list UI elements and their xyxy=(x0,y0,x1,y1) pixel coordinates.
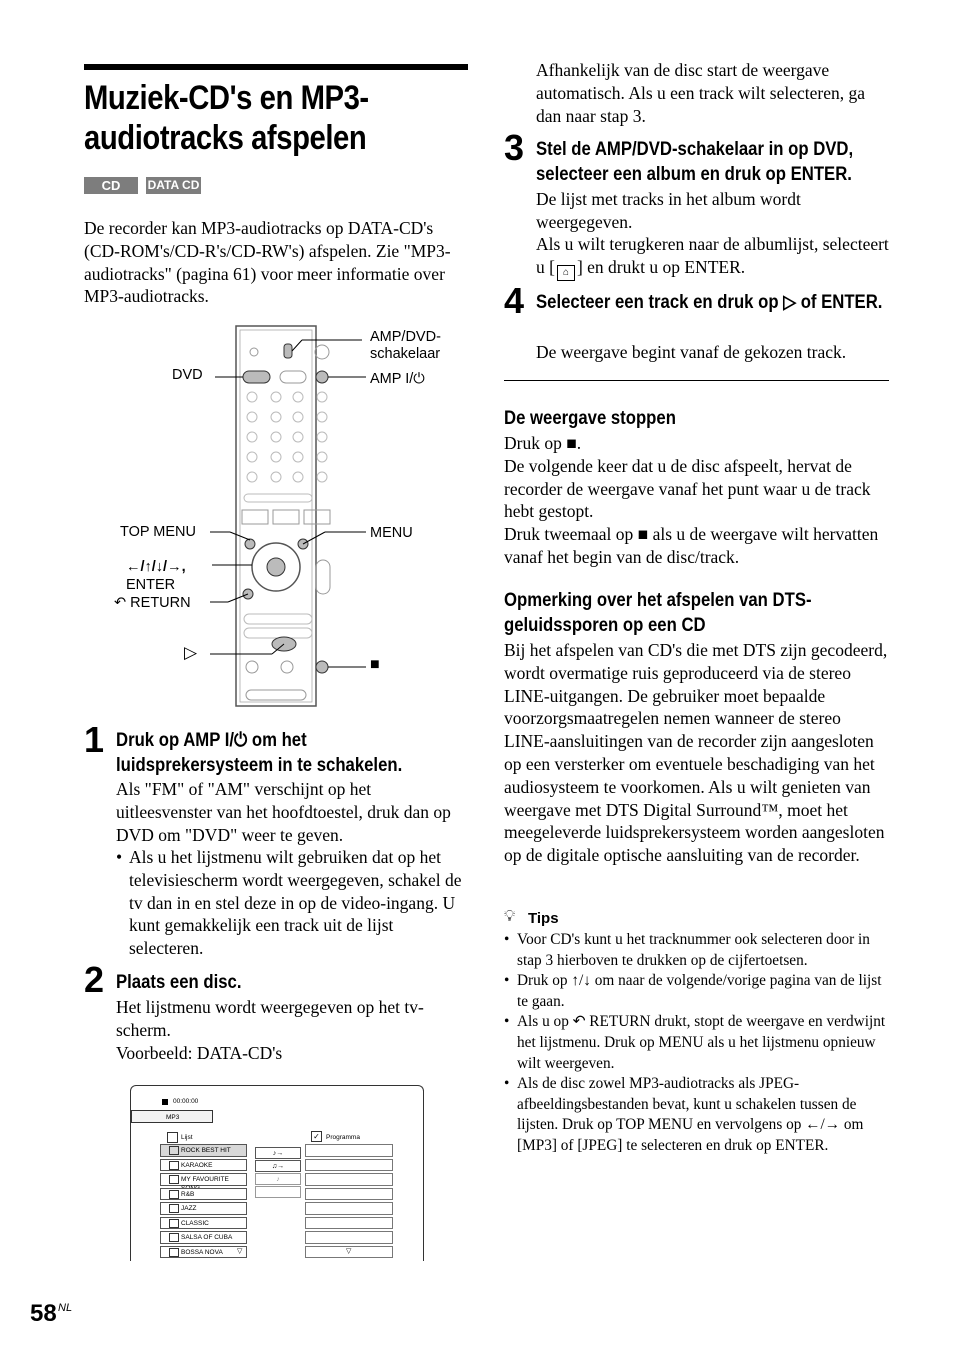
folder-name: JAZZ xyxy=(181,1205,197,1212)
stop-section-p2: De volgende keer dat u de disc afspeelt, hervat de recorder de weergave vanaf het punt waar u de track hebt gestopt. xyxy=(504,455,871,522)
screen-tab-mp3[interactable]: MP3 xyxy=(131,1110,213,1123)
tv-screen-example xyxy=(130,1085,424,1261)
folder-row[interactable] xyxy=(160,1246,247,1259)
stop-section-p3: Druk tweemaal op ■ als u de weergave wilt hervatten vanaf het begin van de disc/track. xyxy=(504,524,879,567)
badge-data-cd: DATA CD xyxy=(147,178,200,192)
program-slot[interactable] xyxy=(305,1188,393,1201)
step-4-text: De weergave begint vanaf de gekozen track. xyxy=(536,342,847,362)
folder-icon xyxy=(169,1161,179,1170)
step-1-number: 1 xyxy=(84,719,105,760)
screen-list-label: Lijst xyxy=(181,1134,193,1141)
folder-name: BOSSA NOVA xyxy=(181,1248,223,1256)
tips-list xyxy=(504,930,890,1157)
folder-row[interactable] xyxy=(160,1188,247,1201)
badge-cd: CD xyxy=(84,177,138,194)
folder-name: SALSA OF CUBA xyxy=(181,1234,233,1241)
program-slot[interactable] xyxy=(305,1231,393,1244)
step-2-continued: Afhankelijk van de disc start de weergave automatisch. Als u een track wilt selecteren, ga dan naar stap 3. xyxy=(536,60,865,126)
section-divider xyxy=(504,380,889,381)
list-icon xyxy=(167,1132,178,1143)
folder-row[interactable] xyxy=(160,1231,247,1244)
scroll-down-icon[interactable]: ▽ xyxy=(237,1247,243,1255)
folder-name: MY FAVOURITE xyxy=(181,1176,229,1183)
folder-icon xyxy=(169,1233,179,1242)
label-return: ↶ RETURN xyxy=(114,595,191,611)
step-3-number: 3 xyxy=(504,127,525,168)
dts-section-text: Bij het afspelen van CD's die met DTS zijn gecodeerd, wordt overmatige ruis geproduceerd via de stereo LINE-uitgangen. De gebruiker moet bepaalde voorzorgsmaatregelen nemen wanneer de stereo LINE-aansluitingen van de recorder zijn aangesloten op een versterker om eventuele beschadiging van het audiosysteem te voorkomen. Als u wilt genieten van weergave met DTS Digital Surround™, moet het meegeleverde luidsprekersysteem worden aangesloten op de digitale optische aansluiting van de recorder. xyxy=(504,640,888,866)
step-2-heading: Plaats een disc. xyxy=(116,972,242,993)
label-amp-power: AMP I/⏻ xyxy=(370,371,425,387)
step-4-number: 4 xyxy=(504,280,525,321)
program-slot[interactable] xyxy=(305,1173,393,1186)
label-play: ▷ xyxy=(184,643,198,662)
folder-icon xyxy=(169,1175,179,1184)
up-folder-icon: ⌂ xyxy=(557,265,575,281)
label-amp-dvd-2: schakelaar xyxy=(370,346,441,362)
intro-text: De recorder kan MP3-audiotracks op DATA-CD's (CD-ROM's/CD-R's/CD-RW's) afspelen. Zie "MP3-audiotracks" (pagina 61) voor meer informatie over MP3-audiotracks. xyxy=(84,218,451,307)
step-3-text1: De lijst met tracks in het album wordt weergegeven. xyxy=(536,189,801,232)
step-3-heading: Stel de AMP/DVD-schakelaar in op DVD, selecteer een album en druk op ENTER. xyxy=(536,139,854,185)
label-amp-dvd-1: AMP/DVD- xyxy=(370,329,441,345)
program-slot[interactable] xyxy=(305,1202,393,1215)
stop-section-p1: Druk op ■. xyxy=(504,433,582,453)
program-check-icon: ✓ xyxy=(311,1131,322,1142)
folder-row[interactable] xyxy=(160,1202,247,1215)
tip-item: • Als u op ↶ RETURN drukt, stopt de weergave en verdwijnt het lijstmenu. Druk op MENU als u het lijstmenu opnieuw wilt weergeven. xyxy=(504,1012,890,1074)
step-2-text: Het lijstmenu wordt weergegeven op het tv-scherm. xyxy=(116,997,424,1040)
folder-row[interactable] xyxy=(160,1144,247,1157)
program-scroll-down-icon[interactable]: ▽ xyxy=(346,1247,352,1255)
folder-name: KARAOKE xyxy=(181,1161,213,1169)
step-4-heading: Selecteer een track en druk op ▷ of ENTER. xyxy=(536,292,883,313)
step-2-example: Voorbeeld: DATA-CD's xyxy=(116,1043,283,1063)
folder-name: ROCK BEST HIT xyxy=(181,1147,231,1154)
folder-icon xyxy=(169,1146,179,1155)
page-number: 58 xyxy=(30,1300,57,1327)
step-2-number: 2 xyxy=(84,959,105,1000)
add-track-button[interactable]: ♪→ xyxy=(255,1147,301,1159)
folder-list xyxy=(160,1144,247,1260)
step-3-text2b: ] en drukt u op ENTER. xyxy=(576,256,746,277)
tip-item: • Voor CD's kunt u het tracknummer ook selecteren door in stap 3 hierboven te drukken op de cijfertoetsen. xyxy=(504,930,890,971)
clear-button[interactable]: ♪ xyxy=(255,1173,301,1185)
folder-icon xyxy=(169,1219,179,1228)
tip-item: • Als de disc zowel MP3-audiotracks als JPEG-afbeeldingsbestanden bevat, kunt u schakelen tussen de lijsten. Druk op TOP MENU en vervolgens op ←/→ om [MP3] of [JPEG] te selecteren en druk op ENTER. xyxy=(504,1074,890,1156)
stop-icon xyxy=(162,1099,168,1105)
page-suffix: NL xyxy=(58,1302,73,1314)
folder-icon xyxy=(169,1248,179,1257)
step-1-bullet: • Als u het lijstmenu wilt gebruiken dat op het televisiescherm wordt weergegeven, schakel de tv dan in en stel deze in op de video-ingang. U kunt gemakkelijk een track uit de lijst selecteren. xyxy=(116,846,470,960)
step-1-heading: Druk op AMP I/⏻ om het luidsprekersysteem in te schakelen. xyxy=(116,730,403,776)
remote-illustration xyxy=(170,322,470,707)
step-3-text2 xyxy=(536,233,891,281)
label-menu: MENU xyxy=(370,525,413,541)
stop-section-heading: De weergave stoppen xyxy=(504,408,676,429)
tips-heading: Tips xyxy=(528,910,559,927)
lightbulb-icon: 💡︎ xyxy=(504,908,516,925)
program-slot[interactable] xyxy=(305,1217,393,1230)
folder-row[interactable] xyxy=(160,1173,247,1186)
label-arrows: ←/↑/↓/→, xyxy=(126,559,186,575)
screen-program-label: Programma xyxy=(326,1134,360,1141)
step-1-text: Als "FM" of "AM" verschijnt op het uitleesvenster van het hoofdtoestel, druk dan op DVD om "DVD" weer te geven. xyxy=(116,779,451,845)
dts-section-heading: Opmerking over het afspelen van DTS-geluidssporen op een CD xyxy=(504,590,812,636)
folder-name: R&B xyxy=(181,1190,195,1198)
step-1-bullets xyxy=(116,846,470,960)
label-enter: ENTER xyxy=(126,577,176,593)
stop-section-text xyxy=(504,432,890,569)
folder-name: CLASSIC xyxy=(181,1219,209,1227)
folder-row[interactable] xyxy=(160,1159,247,1172)
folder-row[interactable] xyxy=(160,1217,247,1230)
label-top-menu: TOP MENU xyxy=(120,524,197,540)
clear-all-button[interactable] xyxy=(255,1186,301,1198)
folder-icon xyxy=(169,1190,179,1199)
program-slot[interactable] xyxy=(305,1144,393,1157)
folder-icon xyxy=(169,1204,179,1213)
program-slot[interactable] xyxy=(305,1159,393,1172)
tip-item: • Druk op ↑/↓ om naar de volgende/vorige pagina van de lijst te gaan. xyxy=(504,971,890,1012)
title-rule xyxy=(84,64,468,70)
label-stop: ■ xyxy=(370,656,380,673)
step-3-text2a: Als u wilt terugkeren naar de albumlijst, selecteert u [ xyxy=(536,234,889,277)
label-dvd: DVD xyxy=(172,367,203,383)
screen-time: 00:00:00 xyxy=(173,1098,199,1105)
add-all-button[interactable]: ♫→ xyxy=(255,1160,301,1172)
program-list xyxy=(305,1144,393,1260)
page-title: Muziek-CD's en MP3-audiotracks afspelen xyxy=(84,79,369,157)
